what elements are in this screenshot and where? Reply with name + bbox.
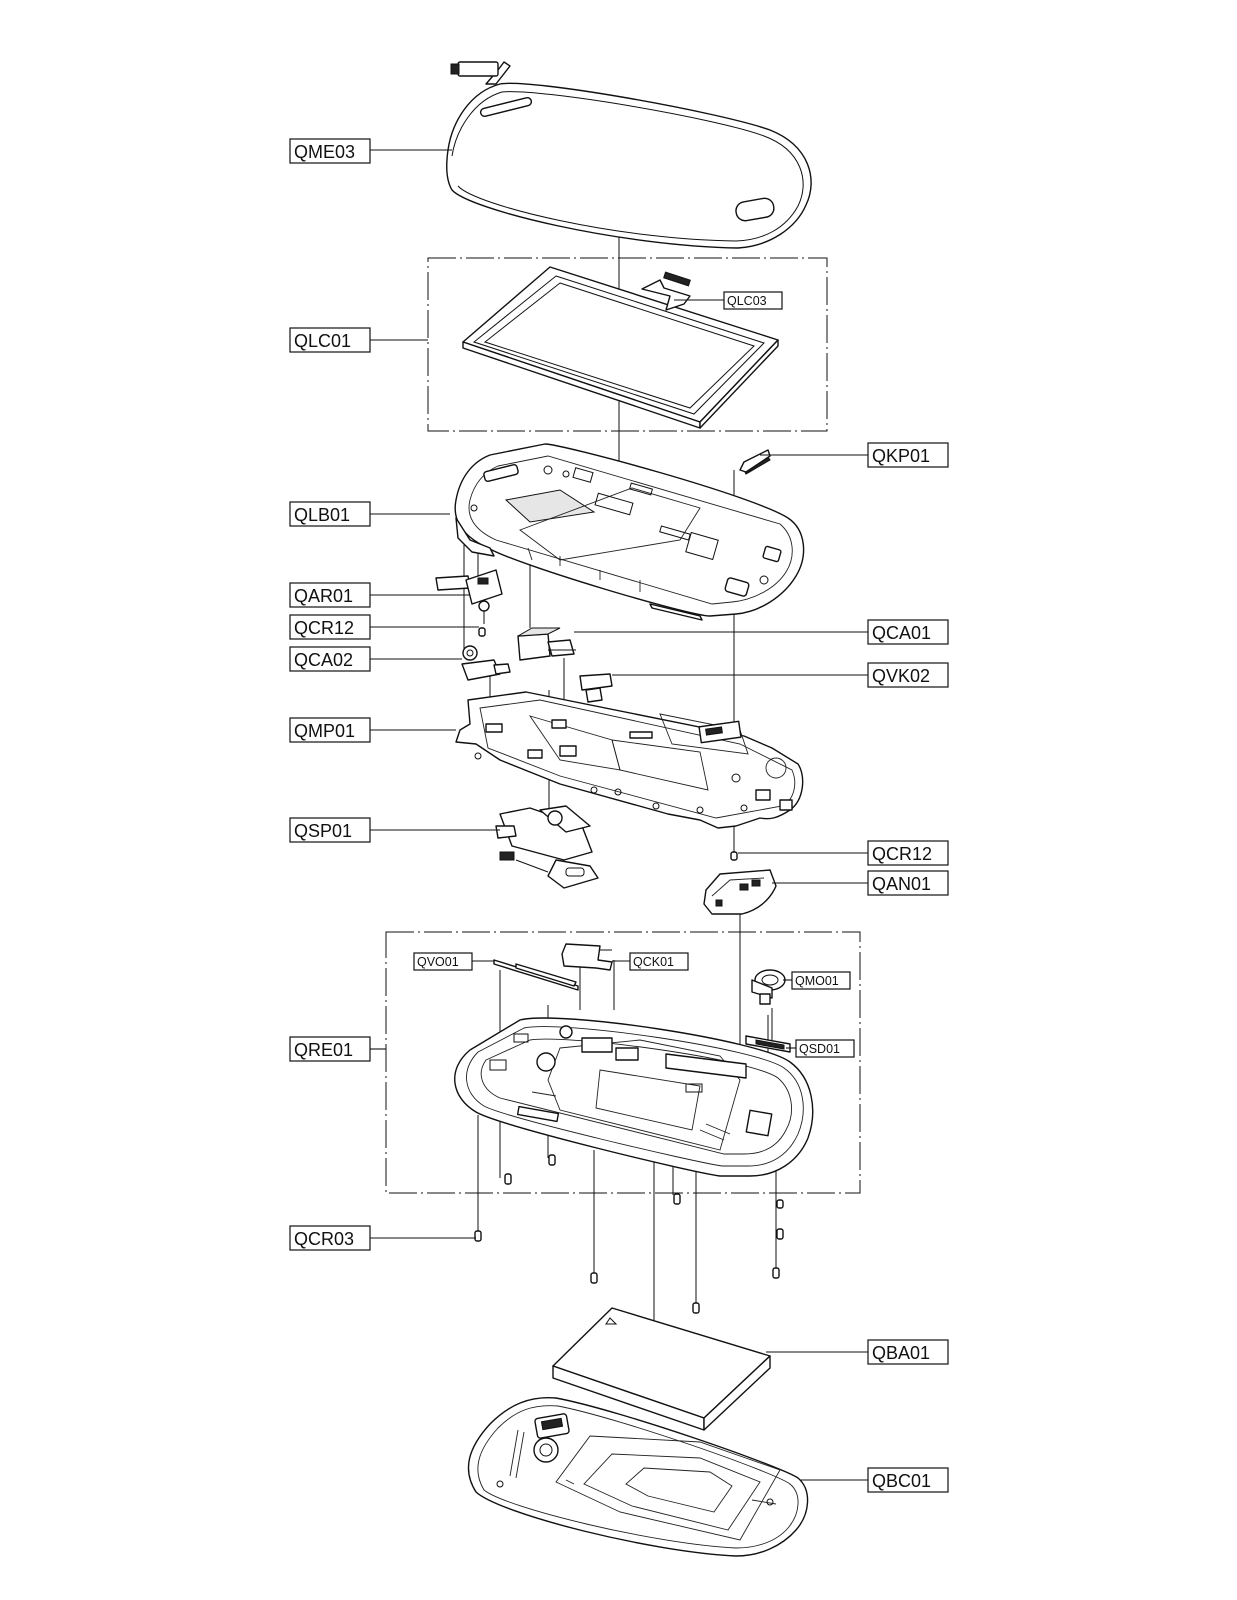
svg-text:QCR12: QCR12 [872, 844, 933, 864]
callout-QSD01 [796, 1040, 854, 1057]
lcd-module [463, 267, 778, 428]
svg-text:QRE01: QRE01 [294, 1040, 354, 1060]
svg-text:QMO01: QMO01 [795, 974, 839, 988]
svg-text:QVK02: QVK02 [872, 666, 931, 686]
front-camera-module [462, 646, 510, 680]
screw-qcr12-right [731, 852, 737, 860]
svg-text:QBC01: QBC01 [872, 1471, 932, 1491]
callout-QME03 [290, 139, 370, 163]
svg-text:QAN01: QAN01 [872, 874, 932, 894]
callout-QCA02 [290, 647, 370, 671]
svg-text:QLB01: QLB01 [294, 505, 351, 525]
vibration-motor [752, 970, 785, 1004]
svg-text:QCK01: QCK01 [633, 955, 674, 969]
key-button [740, 450, 770, 474]
svg-text:QME03: QME03 [294, 142, 356, 162]
connector-bracket [562, 944, 612, 970]
callout-QCR12-lower [868, 841, 948, 865]
callout-QLC01 [290, 328, 370, 352]
callout-QMO01 [792, 972, 850, 989]
callout-QBC01 [868, 1468, 948, 1492]
svg-text:QAR01: QAR01 [294, 586, 354, 606]
svg-text:QCA02: QCA02 [294, 650, 354, 670]
callout-QAR01 [290, 583, 370, 607]
svg-text:QLC03: QLC03 [727, 294, 767, 308]
svg-text:QLC01: QLC01 [294, 331, 352, 351]
svg-text:QCR03: QCR03 [294, 1229, 355, 1249]
callout-QCK01 [630, 953, 688, 970]
svg-text:QBA01: QBA01 [872, 1343, 931, 1363]
svg-text:QCA01: QCA01 [872, 623, 932, 643]
camera-module [518, 628, 576, 660]
svg-text:QKP01: QKP01 [872, 446, 931, 466]
callout-QKP01 [868, 443, 948, 467]
callout-QMP01 [290, 718, 370, 742]
callout-QCR12-upper [290, 615, 370, 639]
screw-qcr12-left [479, 628, 485, 636]
qcr03-screws [475, 1155, 783, 1313]
svg-text:QCR12: QCR12 [294, 618, 355, 638]
callout-QRE01 [290, 1037, 370, 1061]
callout-QSP01 [290, 818, 370, 842]
volume-key-flex [580, 674, 612, 702]
proximity-sensor-assembly [436, 570, 502, 624]
touch-window-glass [447, 62, 811, 248]
callout-QBA01 [868, 1340, 948, 1364]
svg-text:QVO01: QVO01 [417, 955, 459, 969]
callout-QAN01 [868, 871, 948, 895]
antenna-module [704, 870, 776, 914]
battery-cover [468, 1398, 807, 1556]
svg-text:QSD01: QSD01 [799, 1042, 840, 1056]
svg-text:QMP01: QMP01 [294, 721, 356, 741]
speaker-assembly [496, 806, 598, 888]
callout-QCR03 [290, 1226, 370, 1250]
callout-QLC03 [724, 292, 782, 309]
callout-QCA01 [868, 620, 948, 644]
callout-QVO01 [414, 953, 472, 970]
callout-QLB01 [290, 502, 370, 526]
svg-text:QSP01: QSP01 [294, 821, 353, 841]
callout-QVK02 [868, 663, 948, 687]
main-pcb [456, 692, 803, 828]
